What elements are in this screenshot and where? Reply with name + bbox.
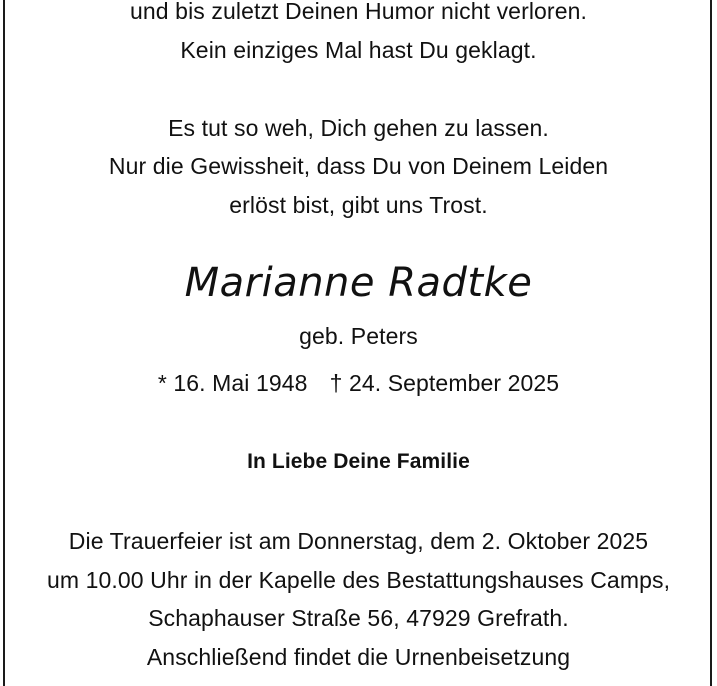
deceased-name: Marianne Radtke	[184, 260, 533, 306]
poem-line-3: Es tut so weh, Dich gehen zu lassen.	[168, 115, 549, 141]
service-line-2: um 10.00 Uhr in der Kapelle des Bestattungshauses Camps,	[46, 567, 671, 593]
poem-line-5: erlöst bist, gibt uns Trost.	[229, 192, 488, 218]
poem-line-4: Nur die Gewissheit, dass Du von Deinem Leiden	[108, 153, 609, 179]
family-signature: In Liebe Deine Familie	[247, 450, 470, 473]
poem-line-1: und bis zuletzt Deinen Humor nicht verloren.	[130, 0, 587, 24]
life-dates	[0, 368, 717, 398]
death-date: † 24. September 2025	[329, 370, 560, 396]
birth-date: * 16. Mai 1948	[157, 370, 308, 396]
birth-name: geb. Peters	[299, 323, 418, 349]
service-line-3: Schaphauser Straße 56, 47929 Grefrath.	[148, 605, 569, 631]
service-line-4: Anschließend findet die Urnenbeisetzung	[146, 644, 571, 670]
poem-line-2: Kein einziges Mal hast Du geklagt.	[180, 37, 537, 63]
service-line-1: Die Trauerfeier ist am Donnerstag, dem 2. Oktober 2025	[68, 528, 649, 554]
